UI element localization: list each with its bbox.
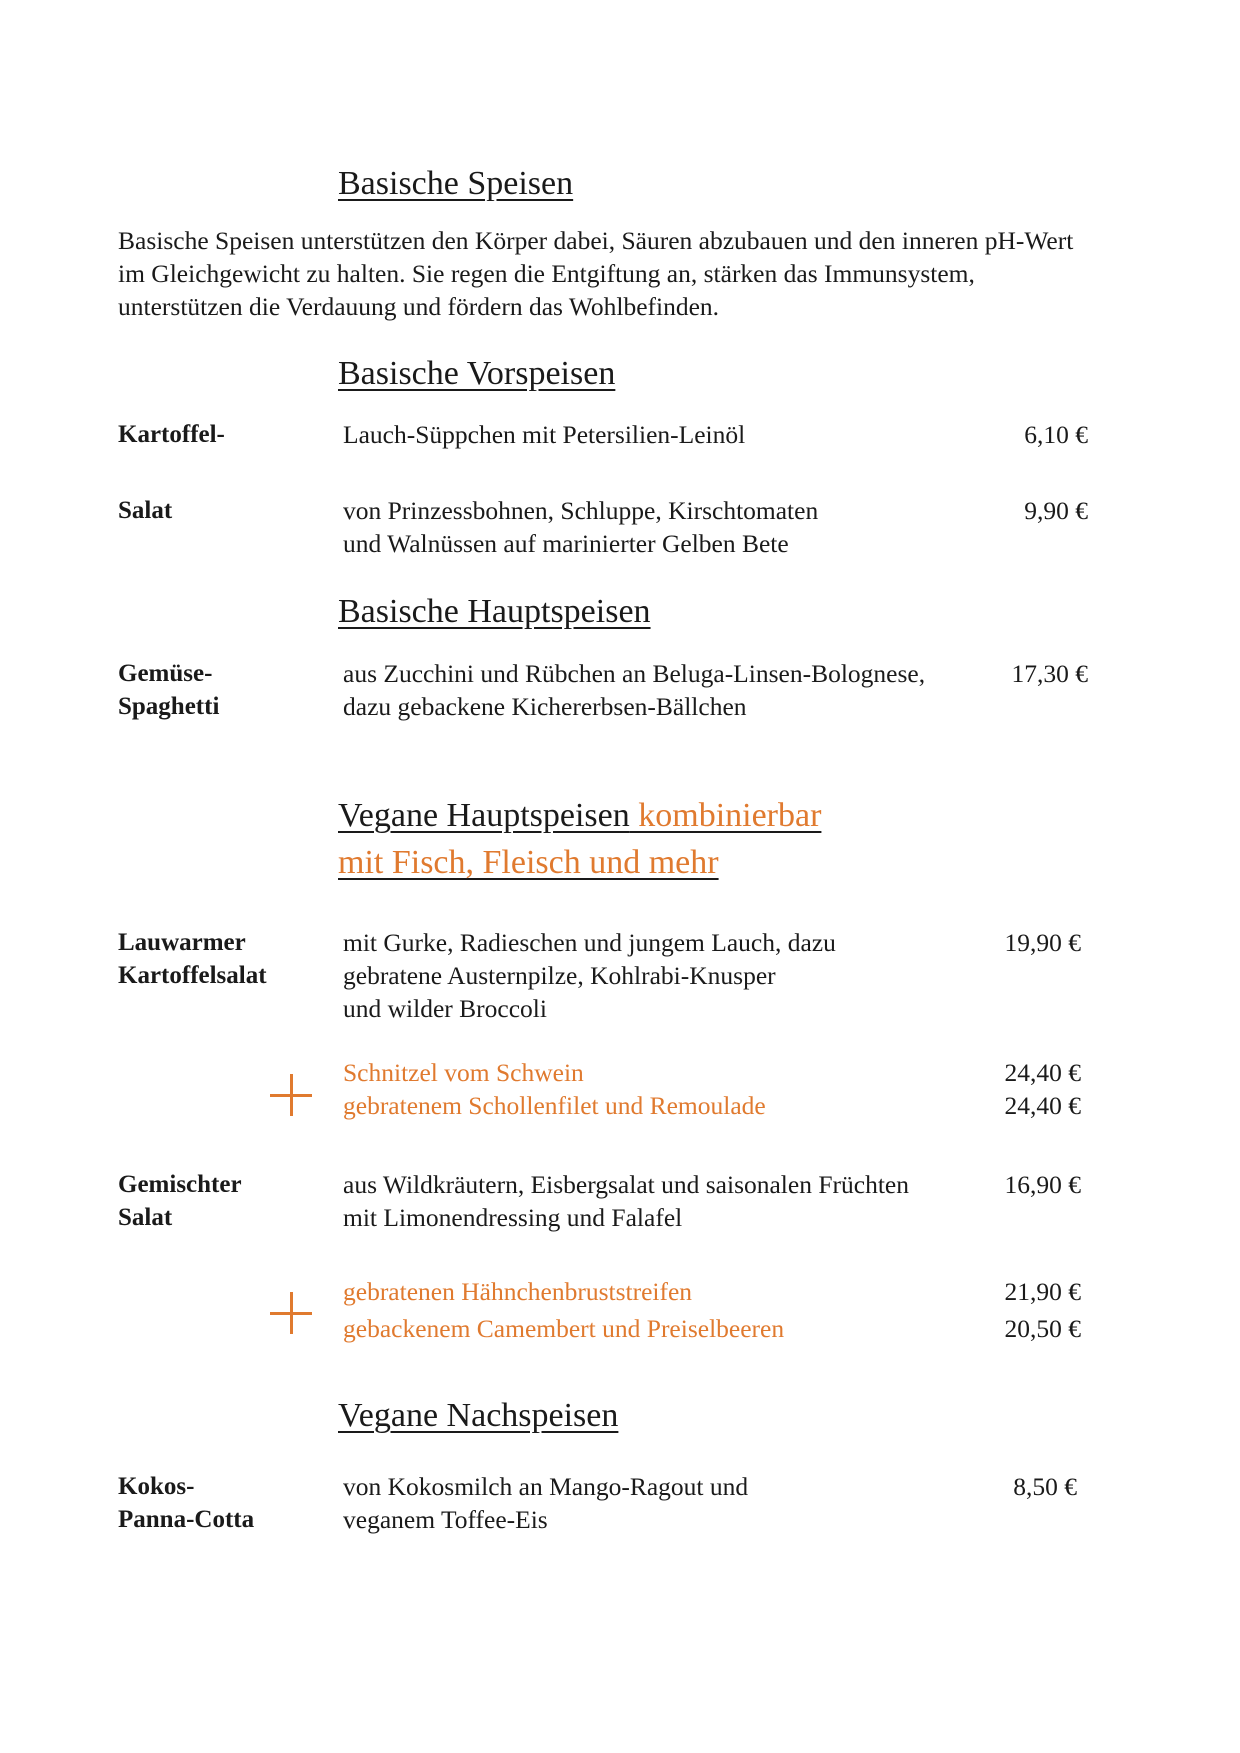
dish-description: aus Zucchini und Rübchen an Beluga-Linsen-Bolognese, dazu gebackene Kichererbsen-Bällchen bbox=[343, 659, 926, 721]
dish-price: 17,30 € bbox=[1011, 659, 1088, 688]
dish-name: Gemüse- Spaghetti bbox=[118, 660, 220, 720]
section-title-vorspeisen: Basische Vorspeisen bbox=[338, 355, 616, 392]
addon-price: 24,40 € bbox=[1004, 1091, 1081, 1120]
section-title-vegane-hauptspeisen bbox=[338, 792, 821, 886]
section-title-nachspeisen: Vegane Nachspeisen bbox=[338, 1397, 619, 1434]
dish-price: 19,90 € bbox=[1004, 928, 1081, 957]
dish-price: 6,10 € bbox=[1024, 420, 1088, 449]
section-title-basische-speisen: Basische Speisen bbox=[338, 165, 574, 202]
intro-text: Basische Speisen unterstützen den Körper dabei, Säuren abzubauen und den inneren pH-Wert im Gleichgewicht zu halten. Sie regen die Entgiftung an, stärken das Immunsystem, unterstützen die Verdauung und fördern das Wohlbefinden. bbox=[118, 226, 1074, 321]
plus-icon bbox=[270, 1292, 312, 1334]
section-title-accent: kombinierbar bbox=[629, 797, 822, 834]
addon-price: 20,50 € bbox=[1004, 1314, 1081, 1343]
dish-description: Lauch-Süppchen mit Petersilien-Leinöl bbox=[343, 420, 746, 449]
addon-option: Schnitzel vom Schwein bbox=[343, 1058, 584, 1087]
dish-description: von Kokosmilch an Mango-Ragout und veganem Toffee-Eis bbox=[343, 1472, 749, 1534]
dish-description: von Prinzessbohnen, Schluppe, Kirschtomaten und Walnüssen auf marinierter Gelben Bete bbox=[343, 496, 819, 558]
addon-price: 21,90 € bbox=[1004, 1277, 1081, 1306]
addon-option: gebratenem Schollenfilet und Remoulade bbox=[343, 1091, 766, 1120]
section-title-accent: mit Fisch, Fleisch und mehr bbox=[338, 844, 719, 881]
addon-price: 24,40 € bbox=[1004, 1058, 1081, 1087]
dish-name: Gemischter Salat bbox=[118, 1171, 242, 1231]
dish-description: aus Wildkräutern, Eisbergsalat und saisonalen Früchten mit Limonendressing und Falafel bbox=[343, 1170, 909, 1232]
dish-price: 16,90 € bbox=[1004, 1170, 1081, 1199]
section-title-hauptspeisen: Basische Hauptspeisen bbox=[338, 593, 651, 630]
dish-name: Salat bbox=[118, 497, 173, 524]
dish-price: 8,50 € bbox=[1013, 1472, 1077, 1501]
dish-name: Lauwarmer Kartoffelsalat bbox=[118, 929, 267, 989]
plus-icon bbox=[270, 1074, 312, 1116]
section-title-main: Vegane Hauptspeisen bbox=[338, 797, 630, 834]
dish-description: mit Gurke, Radieschen und jungem Lauch, dazu gebratene Austernpilze, Kohlrabi-Knusper und wilder Broccoli bbox=[343, 928, 836, 1023]
dish-name: Kokos- Panna-Cotta bbox=[118, 1473, 255, 1533]
addon-option: gebackenem Camembert und Preiselbeeren bbox=[343, 1314, 785, 1343]
dish-price: 9,90 € bbox=[1024, 496, 1088, 525]
addon-option: gebratenen Hähnchenbruststreifen bbox=[343, 1277, 693, 1306]
dish-name: Kartoffel- bbox=[118, 421, 225, 448]
